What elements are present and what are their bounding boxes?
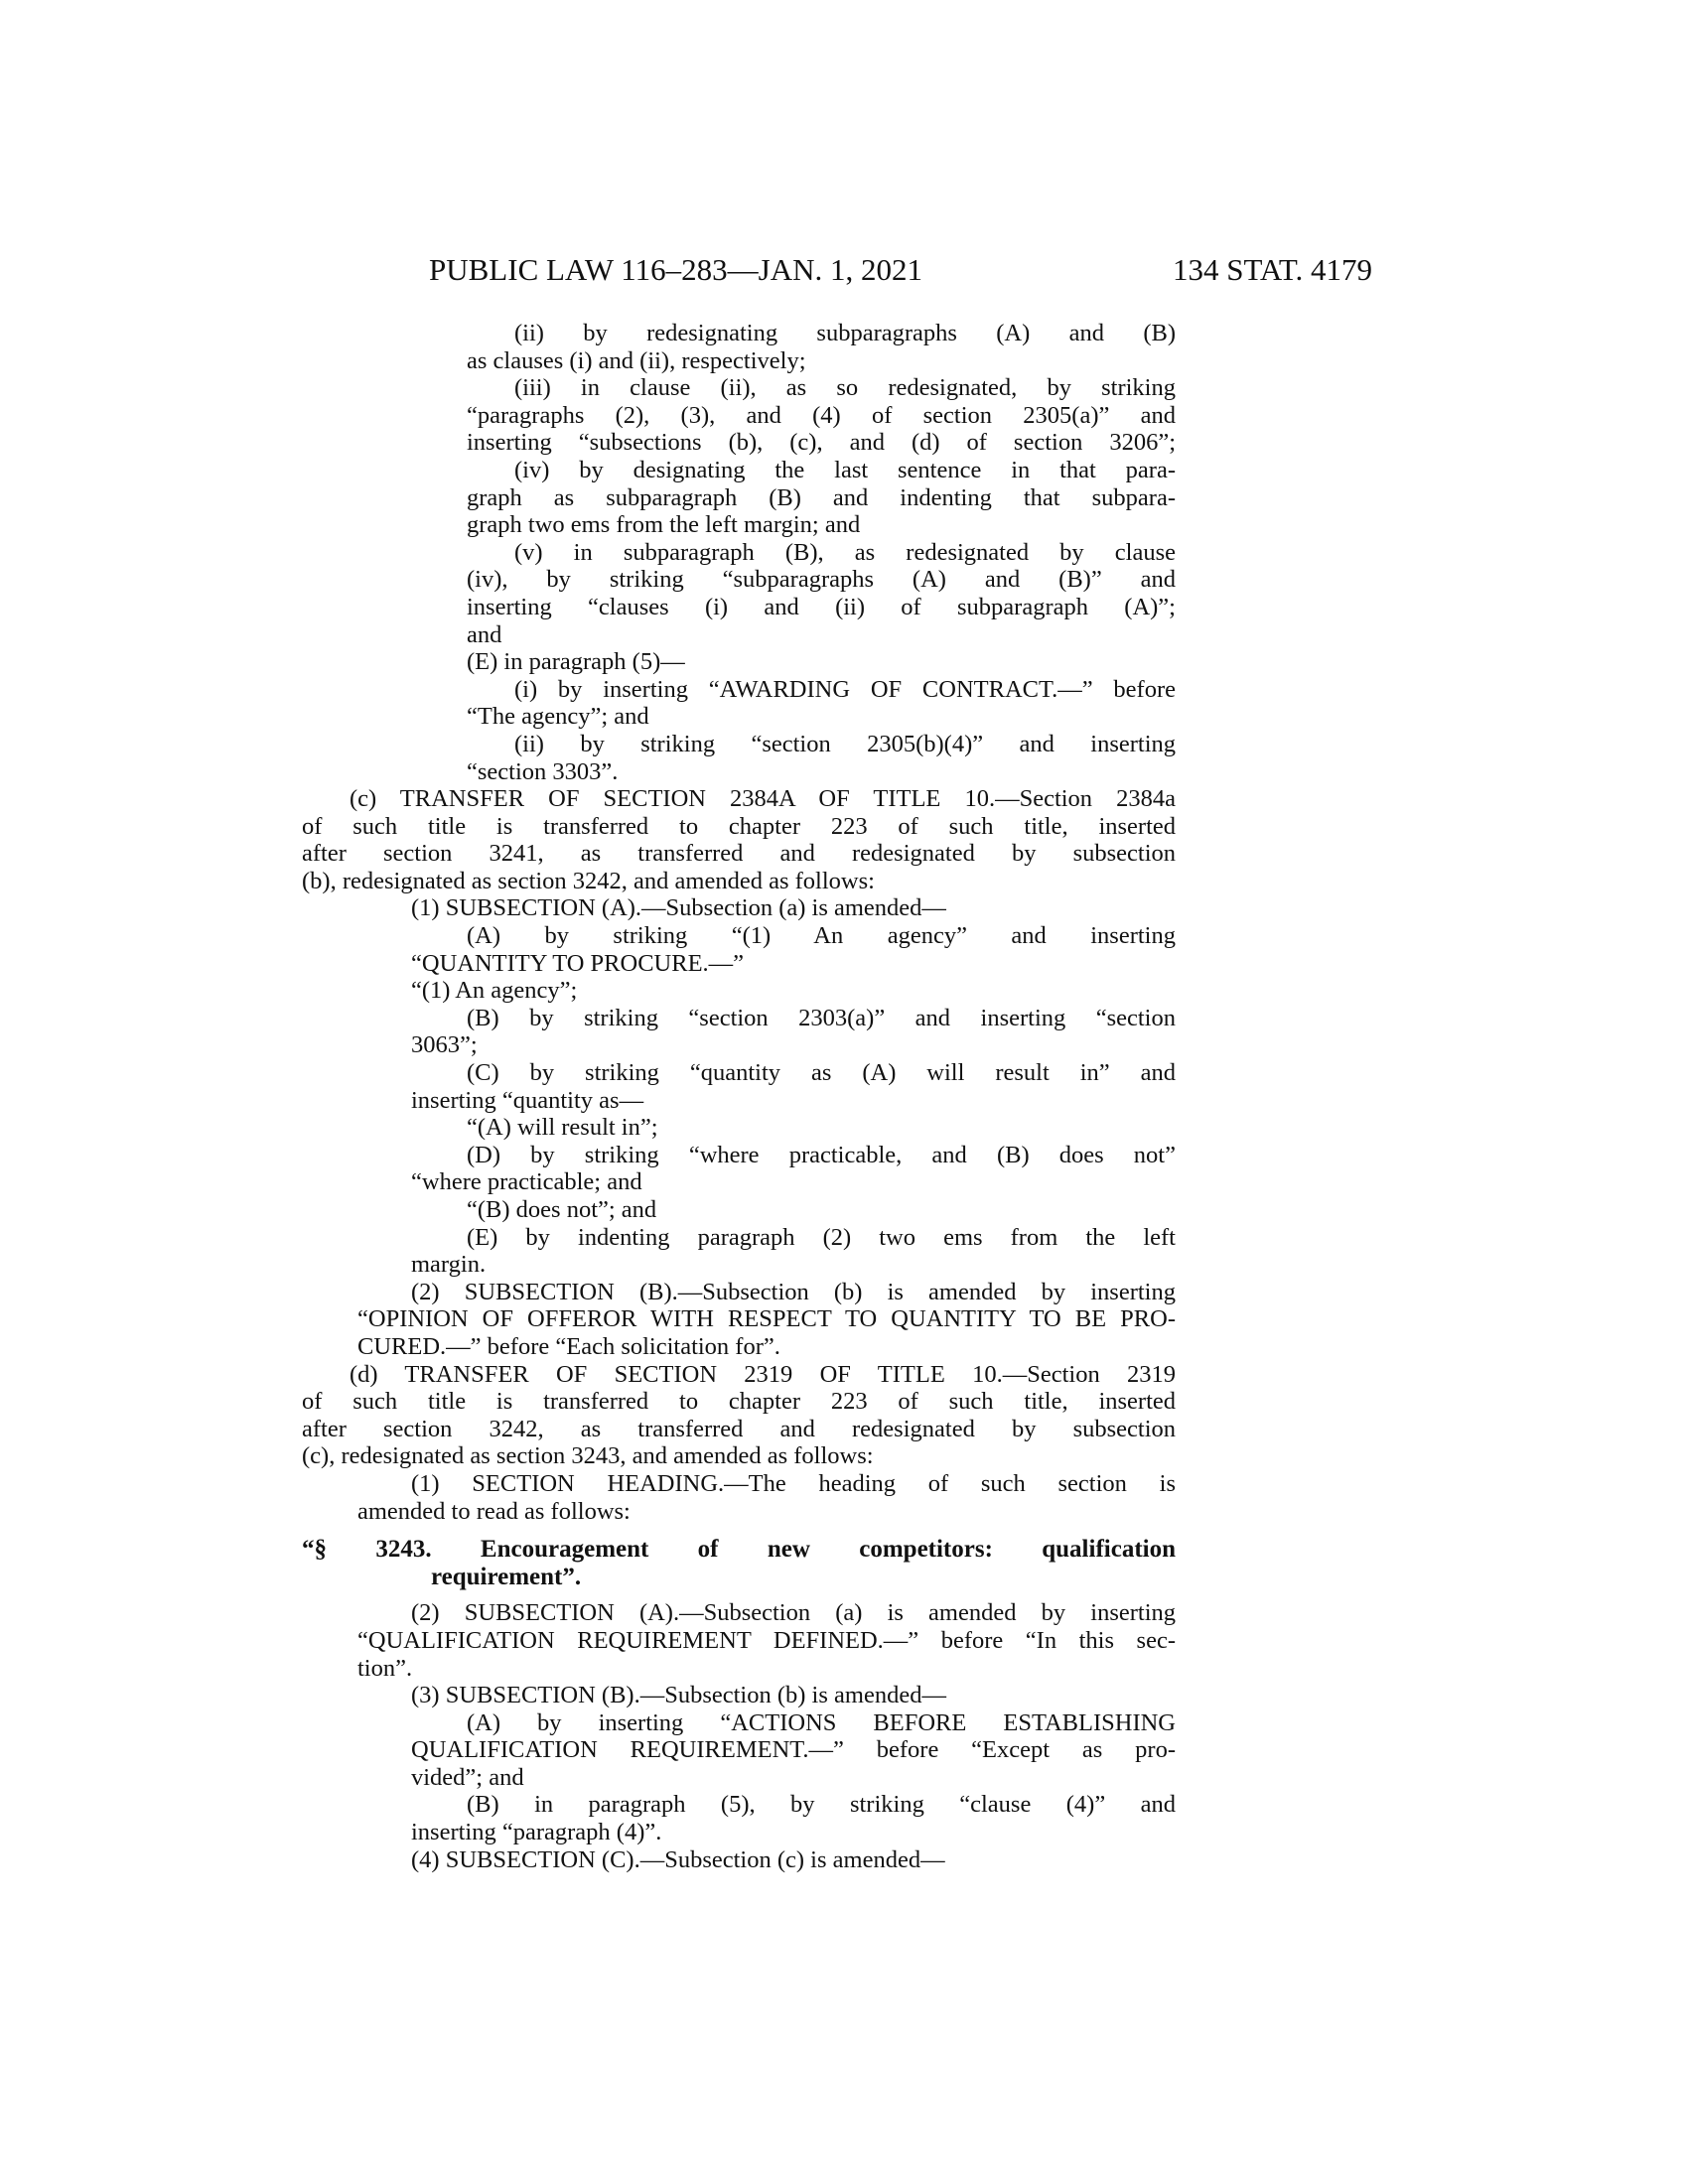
text-line: inserting “paragraph (4)”. bbox=[411, 1819, 662, 1846]
text-line: (D) by striking “where practicable, and (B) does not” bbox=[467, 1141, 1176, 1168]
text-line: (A) by inserting “ACTIONS BEFORE ESTABLISHING bbox=[467, 1708, 1176, 1736]
text-line: (E) by indenting paragraph (2) two ems from the left bbox=[467, 1223, 1176, 1251]
text-line: QUALIFICATION REQUIREMENT.—” before “Except as pro- bbox=[411, 1736, 1176, 1764]
text-line: after section 3241, as transferred and redesignated by subsection bbox=[302, 840, 1176, 868]
text-line: “(A) will result in”; bbox=[467, 1114, 658, 1142]
text-line: “where practicable; and bbox=[411, 1168, 642, 1196]
text-line: (2) SUBSECTION (B).—Subsection (b) is amended by inserting bbox=[411, 1278, 1176, 1305]
page-header bbox=[429, 250, 1372, 290]
text-line: (iii) in clause (ii), as so redesignated, by striking bbox=[514, 374, 1176, 402]
text-line: CURED.—” before “Each solicitation for”. bbox=[357, 1332, 780, 1360]
text-line: “section 3303”. bbox=[467, 757, 619, 785]
text-line: (E) in paragraph (5)— bbox=[467, 648, 685, 676]
text-line: (3) SUBSECTION (B).—Subsection (b) is amended— bbox=[411, 1682, 946, 1709]
text-line: inserting “clauses (i) and (ii) of subparagraph (A)”; bbox=[467, 593, 1176, 620]
text-line: (c) TRANSFER OF SECTION 2384A OF TITLE 10.—Section 2384a bbox=[350, 785, 1176, 813]
text-line: “The agency”; and bbox=[467, 703, 649, 731]
text-line: (ii) by striking “section 2305(b)(4)” and inserting bbox=[514, 730, 1176, 757]
text-line: “QUALIFICATION REQUIREMENT DEFINED.—” before “In this sec- bbox=[357, 1626, 1176, 1654]
running-head: PUBLIC LAW 116–283—JAN. 1, 2021 bbox=[429, 252, 922, 287]
text-line: (C) by striking “quantity as (A) will result in” and bbox=[467, 1059, 1176, 1087]
text-line: inserting “subsections (b), (c), and (d) of section 3206”; bbox=[467, 429, 1176, 457]
text-line: and bbox=[467, 620, 502, 648]
document-body bbox=[302, 320, 1176, 1873]
text-line: (d) TRANSFER OF SECTION 2319 OF TITLE 10.—Section 2319 bbox=[350, 1360, 1176, 1388]
text-line: “OPINION OF OFFEROR WITH RESPECT TO QUANTITY TO BE PRO- bbox=[357, 1305, 1176, 1333]
text-line: (c), redesignated as section 3243, and amended as follows: bbox=[302, 1442, 874, 1470]
text-line: (1) SECTION HEADING.—The heading of such section is bbox=[411, 1469, 1176, 1497]
text-line: amended to read as follows: bbox=[357, 1497, 631, 1525]
text-line: (1) SUBSECTION (A).—Subsection (a) is amended— bbox=[411, 894, 946, 922]
text-line: (v) in subparagraph (B), as redesignated by clause bbox=[514, 538, 1176, 566]
text-line: inserting “quantity as— bbox=[411, 1086, 644, 1114]
text-line: (i) by inserting “AWARDING OF CONTRACT.—” before bbox=[514, 675, 1176, 703]
text-line: (iv), by striking “subparagraphs (A) and (B)” and bbox=[467, 566, 1176, 594]
text-line: of such title is transferred to chapter 223 of such title, inserted bbox=[302, 1388, 1176, 1416]
spacer bbox=[302, 1525, 1176, 1536]
spacer bbox=[302, 1590, 1176, 1599]
text-line: 3063”; bbox=[411, 1031, 478, 1059]
text-line: (iv) by designating the last sentence in that para- bbox=[514, 456, 1176, 483]
text-line: graph as subparagraph (B) and indenting that subpara- bbox=[467, 483, 1176, 511]
text-line: “(B) does not”; and bbox=[467, 1196, 657, 1223]
text-line: (B) in paragraph (5), by striking “clause (4)” and bbox=[467, 1791, 1176, 1819]
text-line: “QUANTITY TO PROCURE.—” bbox=[411, 949, 745, 977]
text-line: of such title is transferred to chapter 223 of such title, inserted bbox=[302, 812, 1176, 840]
text-line: as clauses (i) and (ii), respectively; bbox=[467, 346, 806, 374]
text-line: after section 3242, as transferred and redesignated by subsection bbox=[302, 1415, 1176, 1442]
section-heading-line: requirement”. bbox=[431, 1563, 582, 1590]
text-line: (ii) by redesignating subparagraphs (A) and (B) bbox=[514, 320, 1176, 346]
text-line: (b), redesignated as section 3242, and amended as follows: bbox=[302, 867, 875, 894]
text-line: “paragraphs (2), (3), and (4) of section 2305(a)” and bbox=[467, 401, 1176, 429]
text-line: (2) SUBSECTION (A).—Subsection (a) is amended by inserting bbox=[411, 1599, 1176, 1627]
text-line: margin. bbox=[411, 1251, 487, 1279]
text-line: “(1) An agency”; bbox=[411, 977, 578, 1005]
text-line: (A) by striking “(1) An agency” and inserting bbox=[467, 922, 1176, 950]
text-line: vided”; and bbox=[411, 1763, 524, 1791]
text-line: (4) SUBSECTION (C).—Subsection (c) is amended— bbox=[411, 1845, 945, 1873]
text-line: (B) by striking “section 2303(a)” and inserting “section bbox=[467, 1004, 1176, 1031]
text-line: graph two ems from the left margin; and bbox=[467, 511, 861, 539]
text-line: tion”. bbox=[357, 1654, 413, 1682]
section-heading-line: “§ 3243. Encouragement of new competitors: qualification bbox=[302, 1536, 1176, 1564]
statute-page-number: 134 STAT. 4179 bbox=[1172, 252, 1372, 287]
